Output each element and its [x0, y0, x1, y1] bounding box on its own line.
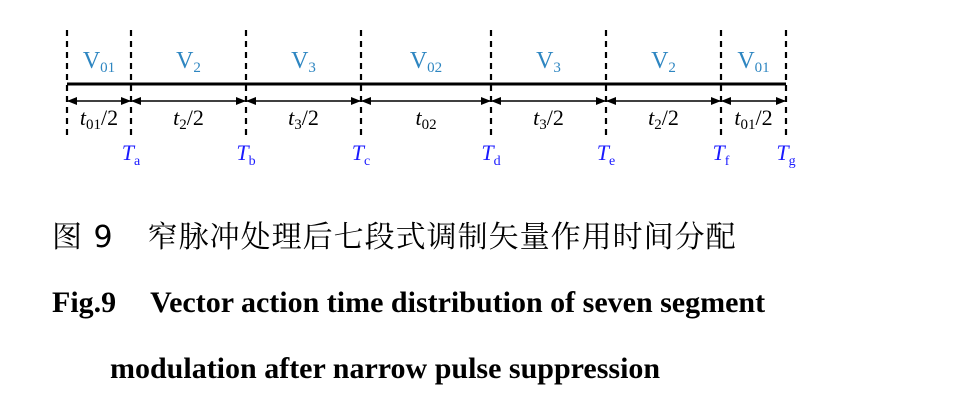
caption-chinese: [52, 212, 737, 256]
duration-labels: [80, 105, 773, 133]
vector-label-4: V3: [536, 48, 561, 76]
duration-label-2: t3/2: [288, 105, 319, 133]
duration-label-0: t01/2: [79, 105, 119, 133]
duration-label-6: t01/2: [734, 105, 773, 133]
caption-en-line2-text: modulation after narrow pulse suppression: [110, 352, 661, 385]
time-point-a: $T_a$: [121, 140, 141, 169]
duration-label-3: t02: [415, 105, 437, 133]
caption-cn-label: 图 9: [52, 220, 114, 255]
caption-cn-text: 窄脉冲处理后七段式调制矢量作用时间分配: [147, 220, 737, 255]
vector-label-6: V01: [737, 48, 770, 76]
vector-label-2: V3: [291, 48, 316, 76]
time-point-d: $T_d$: [481, 140, 501, 169]
vector-label-0: V01: [82, 48, 116, 76]
duration-label-1: t2/2: [173, 105, 204, 133]
caption-english-line2: [110, 352, 660, 386]
duration-label-5: t2/2: [648, 105, 679, 133]
caption-english-line1: [52, 286, 765, 320]
vector-label-5: V2: [651, 48, 676, 76]
time-point-g: $T_g$: [776, 140, 796, 169]
vector-labels: [83, 48, 770, 76]
caption-en-line1-text: Vector action time distribution of seven segment: [150, 286, 766, 319]
caption-en-label: Fig.9: [52, 286, 117, 319]
vector-timing-diagram: [0, 0, 967, 200]
vector-label-3: V02: [409, 48, 443, 76]
duration-label-4: t3/2: [533, 105, 564, 133]
time-point-c: $T_c$: [351, 140, 371, 169]
time-point-b: $T_b$: [236, 140, 256, 169]
time-point-e: $T_e$: [596, 140, 616, 169]
vector-label-1: V2: [176, 48, 201, 76]
time-point-f: $T_f$: [712, 140, 730, 169]
time-point-labels: [122, 140, 796, 169]
